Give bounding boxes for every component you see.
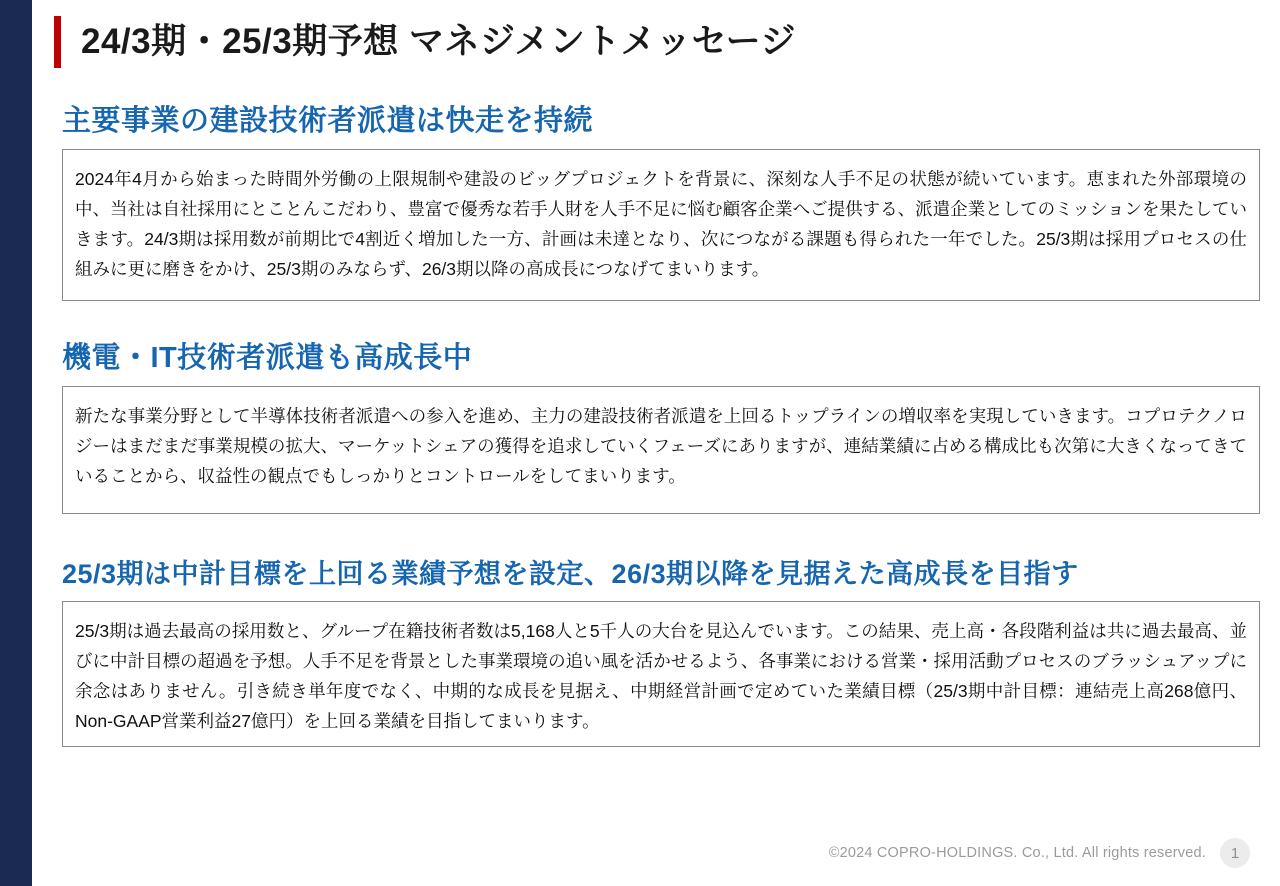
section-body-text: 25/3期は過去最高の採用数と、グループ在籍技術者数は5,168人と5千人の大台を見込んでいます。この結果、売上高・各段階利益は共に過去最高、並びに中計目標の超過を予想。人手不足を背景とした事業環境の追い風を活かせるよう、各事業における営業・採用活動プロセスのブラッシュアップに余念はありません。引き続き単年度でなく、中期的な成長を見据え、中期経営計画で定めていた業績目標（25/3期中計目標：連結売上高268億円、Non-GAAP営業利益27億円）を上回る業績を目指してまいります。 [75, 621, 1247, 732]
section-heading: 主要事業の建設技術者派遣は快走を持続 [62, 105, 594, 137]
section-body-box [62, 601, 1260, 747]
title-accent-bar [54, 16, 61, 68]
copyright-text: ©2024 COPRO-HOLDINGS. Co., Ltd. All rights reserved. [828, 845, 1206, 861]
slide-title-row [54, 16, 1280, 68]
section-construction-dispatch [62, 98, 1260, 301]
page-number: 1 [1220, 838, 1250, 868]
section-body-box [62, 386, 1260, 514]
left-accent-band [0, 0, 32, 886]
section-heading: 25/3期は中計目標を上回る業績予想を設定、26/3期以降を見据えた高成長を目指す [62, 559, 1079, 589]
slide-footer [829, 838, 1250, 868]
section-it-dispatch [62, 335, 1260, 514]
section-heading: 機電・IT技術者派遣も高成長中 [62, 342, 473, 374]
page-title: 24/3期・25/3期予想 マネジメントメッセージ [81, 21, 796, 61]
section-body-text: 新たな事業分野として半導体技術者派遣への参入を進め、主力の建設技術者派遣を上回るトップラインの増収率を実現していきます。コプロテクノロジーはまだまだ事業規模の拡大、マーケットシェアの獲得を追求していくフェーズにありますが、連結業績に占める構成比も次第に大きくなってきていることから、収益性の観点でもしっかりとコントロールをしてまいります。 [75, 406, 1247, 487]
section-forecast [62, 552, 1260, 747]
slide-content [32, 0, 1280, 886]
section-body-box [62, 149, 1260, 301]
section-body-text: 2024年4月から始まった時間外労働の上限規制や建設のビッグプロジェクトを背景に、深刻な人手不足の状態が続いています。恵まれた外部環境の中、当社は自社採用にとことんこだわり、豊富で優秀な若手人財を人手不足に悩む顧客企業へご提供する、派遣企業としてのミッションを果たしていきます。24/3期は採用数が前期比で4割近く増加した一方、計画は未達となり、次につながる課題も得られた一年でした。25/3期は採用プロセスの仕組みに更に磨きをかけ、25/3期のみならず、26/3期以降の高成長につなげてまいります。 [75, 169, 1247, 280]
